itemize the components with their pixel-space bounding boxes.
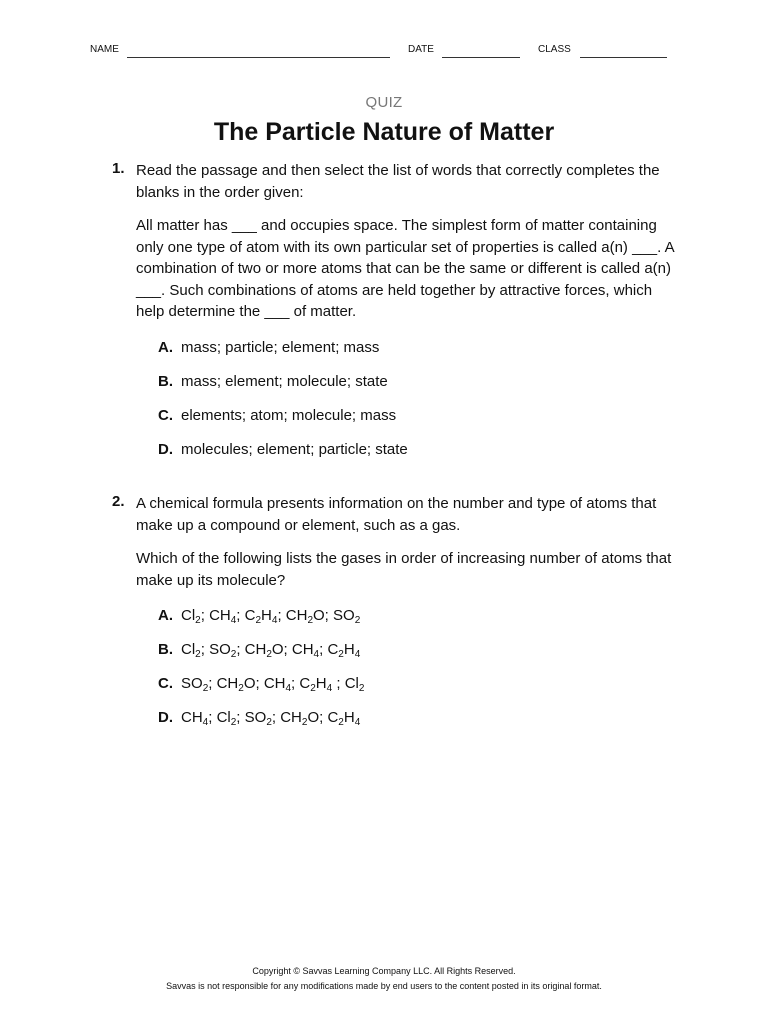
quiz-label: QUIZ — [365, 94, 403, 111]
option-text: $Cl_2$; $CH_4$; $C_2H_4$; $CH_2O$; $SO_2$ — [181, 607, 361, 626]
option-text: $Cl_2$; $SO_2$; $CH_2O$; $CH_4$; $C_2H_4$ — [181, 641, 361, 660]
question-passage: All matter has ___ and occupies space. The simplest form of matter containing only one type of atom with its own particular set of properties is called a(n) ___. A combination of two or more atoms that can be the same or different is called a(n) ___. Such combinations of atoms are held together by attractive forces, which help determine the ___ of matter. — [136, 217, 674, 320]
answer-options — [136, 337, 684, 473]
option-text: molecules; element; particle; state — [181, 440, 408, 458]
question-number: 2. — [112, 493, 125, 510]
page-title: The Particle Nature of Matter — [213, 118, 555, 146]
option-letter: B. — [158, 372, 173, 390]
option-text: $SO_2$; $CH_2O$; $CH_4$; $C_2H_4$ ; $Cl_2$ — [181, 675, 365, 694]
option-letter: A. — [158, 338, 173, 356]
page-footer — [0, 964, 768, 994]
answer-option-d[interactable] — [158, 707, 684, 741]
name-label: NAME — [90, 44, 119, 55]
disclaimer-notice: Savvas is not responsible for any modifications made by end users to the content posted in its original format. — [166, 981, 602, 991]
class-label: CLASS — [538, 44, 571, 55]
option-letter: C. — [158, 675, 173, 692]
option-letter: A. — [158, 607, 173, 624]
question-passage: Which of the following lists the gases in order of increasing number of atoms that make up its molecule? — [136, 550, 672, 589]
student-info-header — [0, 44, 768, 60]
answer-option-c[interactable] — [158, 673, 684, 707]
option-text: mass; particle; element; mass — [181, 338, 380, 356]
option-text: elements; atom; molecule; mass — [181, 406, 397, 424]
date-label: DATE — [408, 44, 434, 55]
copyright-notice: Copyright © Savvas Learning Company LLC. All Rights Reserved. — [252, 966, 516, 976]
question-prompt: A chemical formula presents information on the number and type of atoms that make up a compound or element, such as a gas. — [136, 495, 657, 534]
answer-option-c[interactable] — [158, 405, 684, 439]
answer-option-b[interactable] — [158, 371, 684, 405]
answer-option-d[interactable] — [158, 439, 684, 473]
date-field-line[interactable] — [442, 57, 520, 58]
answer-option-a[interactable] — [158, 337, 684, 371]
class-field-line[interactable] — [580, 57, 667, 58]
name-field-line[interactable] — [127, 57, 390, 58]
option-letter: D. — [158, 440, 173, 458]
question-prompt: Read the passage and then select the list of words that correctly completes the blanks in the order given: — [136, 162, 660, 201]
option-letter: B. — [158, 641, 173, 658]
option-text: $CH_4$; $Cl_2$; $SO_2$; $CH_2O$; $C_2H_4$ — [181, 709, 361, 728]
answer-option-b[interactable] — [158, 639, 684, 673]
answer-options — [136, 605, 684, 741]
answer-option-a[interactable] — [158, 605, 684, 639]
option-text: mass; element; molecule; state — [181, 372, 388, 390]
option-letter: D. — [158, 709, 173, 726]
option-letter: C. — [158, 406, 173, 424]
question-number: 1. — [112, 160, 125, 177]
